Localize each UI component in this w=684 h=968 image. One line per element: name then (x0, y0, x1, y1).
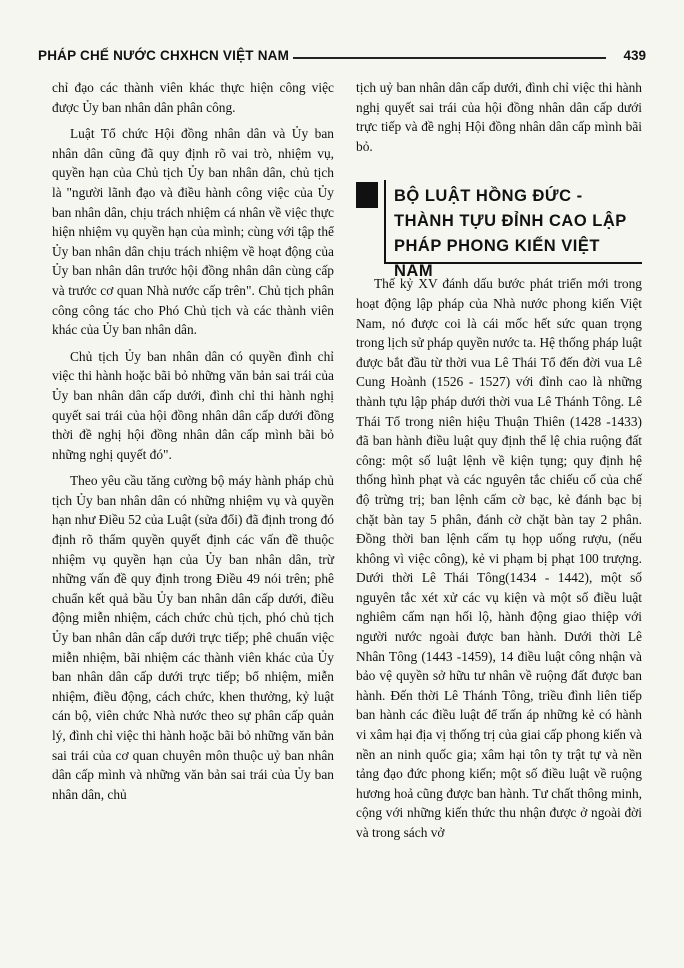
left-column (52, 78, 334, 804)
running-title: PHÁP CHẾ NƯỚC CHXHCN VIỆT NAM (38, 48, 293, 63)
running-header (38, 48, 646, 66)
section-heading-box (356, 180, 642, 281)
right-column (356, 78, 642, 843)
section-heading: BỘ LUẬT HỒNG ĐỨC - THÀNH TỰU ĐỈNH CAO LẬP PHÁP PHONG KIẾN VIỆT NAM (394, 187, 627, 281)
paragraph: Theo yêu cầu tăng cường bộ máy hành pháp chủ tịch Ủy ban nhân dân có những nhiệm vụ và quyền hạn như Điều 52 của Luật (sửa đổi) đã định trong đó định rõ thẩm quyền quyết định các vấn đề thuộc nhiệm vụ quyền hạn của Ủy ban nhân dân, trừ những vấn đề quy định trong Điều 49 nói trên; phê chuẩn kết quả bầu Ủy ban nhân dân cấp dưới, điều động miễn nhiệm, cách chức chủ tịch, phó chủ tịch Ủy ban nhân dân cấp dưới trực tiếp; phê chuẩn việc miễn nhiệm, bãi nhiệm các thành viên khác của Ủy ban nhân dân cấp dưới trực tiếp; bổ nhiệm, miễn nhiệm, điều động, cách chức, khen thưởng, kỷ luật cán bộ, viên chức Nhà nước theo sự phân cấp quản lý, đình chỉ việc thi hành hoặc bãi bỏ những văn bản sai trái của cơ quan chuyên môn thuộc uỷ ban nhân dân cấp mình và những văn bản sai trái của Ủy ban nhân dân, chủ (52, 473, 334, 802)
section-marker (356, 182, 378, 208)
paragraph: Chủ tịch Ủy ban nhân dân có quyền đình chỉ việc thi hành hoặc bãi bỏ những văn bản sai trái của Ủy ban nhân dân cấp dưới, đình chỉ thi hành nghị quyết sai trái của hội đồng nhân dân cấp dưới đồng thời đề nghị hội đồng nhân dân cấp mình bãi bỏ những nghị quyết đó". (52, 348, 334, 462)
paragraph: Luật Tổ chức Hội đồng nhân dân và Ủy ban nhân dân cũng đã quy định rõ vai trò, nhiệm vụ, quyền hạn của Chủ tịch Ủy ban nhân dân, chủ tịch là "người lãnh đạo và điều hành công việc của Ủy ban nhân dân, chịu trách nhiệm cá nhân về việc thực hiện nhiệm vụ quyền hạn của mình; cùng với tập thể Ủy ban nhân dân chịu trách nhiệm về hoạt động của Ủy ban nhân dân trước hội đồng nhân dân cùng cấp và trước cơ quan Nhà nước cấp trên". Chủ tịch phân công công tác cho Phó Chủ tịch và các thành viên khác của Ủy ban nhân dân. (52, 126, 334, 338)
paragraph: tịch uỷ ban nhân dân cấp dưới, đình chỉ việc thi hành nghị quyết sai trái của hội đồng nhân dân cấp dưới trực tiếp và đề nghị Hội đồng nhân dân cấp mình bãi bỏ. (356, 80, 642, 154)
paragraph: chỉ đạo các thành viên khác thực hiện công việc được Ủy ban nhân dân phân công. (52, 80, 334, 115)
page-number: 439 (619, 48, 646, 63)
paragraph: Thế kỷ XV đánh dấu bước phát triển mới trong hoạt động lập pháp của Nhà nước phong kiến Việt Nam, nó được coi là cái mốc hết sức quan trọng trong lịch sử pháp quyền nước ta. Hệ thống pháp luật được bắt đầu từ thời vua Lê Thái Tổ đến đời vua Lê Cung Hoành (1526 - 1527) với đỉnh cao là những thành tựu lập pháp dưới thời vua Lê Thánh Tông. Lê Thái Tổ trong niên hiệu Thuận Thiên (1428 -1433) đã ban hành điều luật quy định thể lệ chia ruộng đất công: một số luật lệnh về kiện tụng; quy định hệ thống hình phạt và các nguyên tắc chiếu cố của chế độ trừng trị; ban lệnh cấm cờ bạc, kẻ đánh bạc bị chặt bàn tay 5 phân, đánh cờ chặt bàn tay 2 phân. Đồng thời ban lệnh cấm tụ họp uống rượu, (nếu không vì việc công), kẻ vi phạm bị phạt 100 trượng. Dưới thời Lê Thái Tông(1434 - 1442), một số nguyên tắc xét xử các vụ kiện và một số điều luật nghiêm cấm nạn hối lộ, hành động giao thiệp với người nước ngoài được ban hành. Dưới thời Lê Nhân Tông (1443 -1459), 14 điều luật công nhận và bảo vệ quyền sở hữu tư nhân về ruộng đất được ban hành. Đến thời Lê Thánh Tông, triều đình liên tiếp ban hành các điều luật để trấn áp những kẻ có hành vi xâm hại địa vị thống trị của giai cấp phong kiến và nền an ninh quốc gia; xâm hại tôn ty trật tự và nền tảng đạo đức phong kiến; một số điều luật về ruộng hương hoả cũng được ban hành. Tư chất thông minh, cộng với những kiến thức thu nhận được ở ngoài đời và trong sách vở (356, 276, 642, 840)
